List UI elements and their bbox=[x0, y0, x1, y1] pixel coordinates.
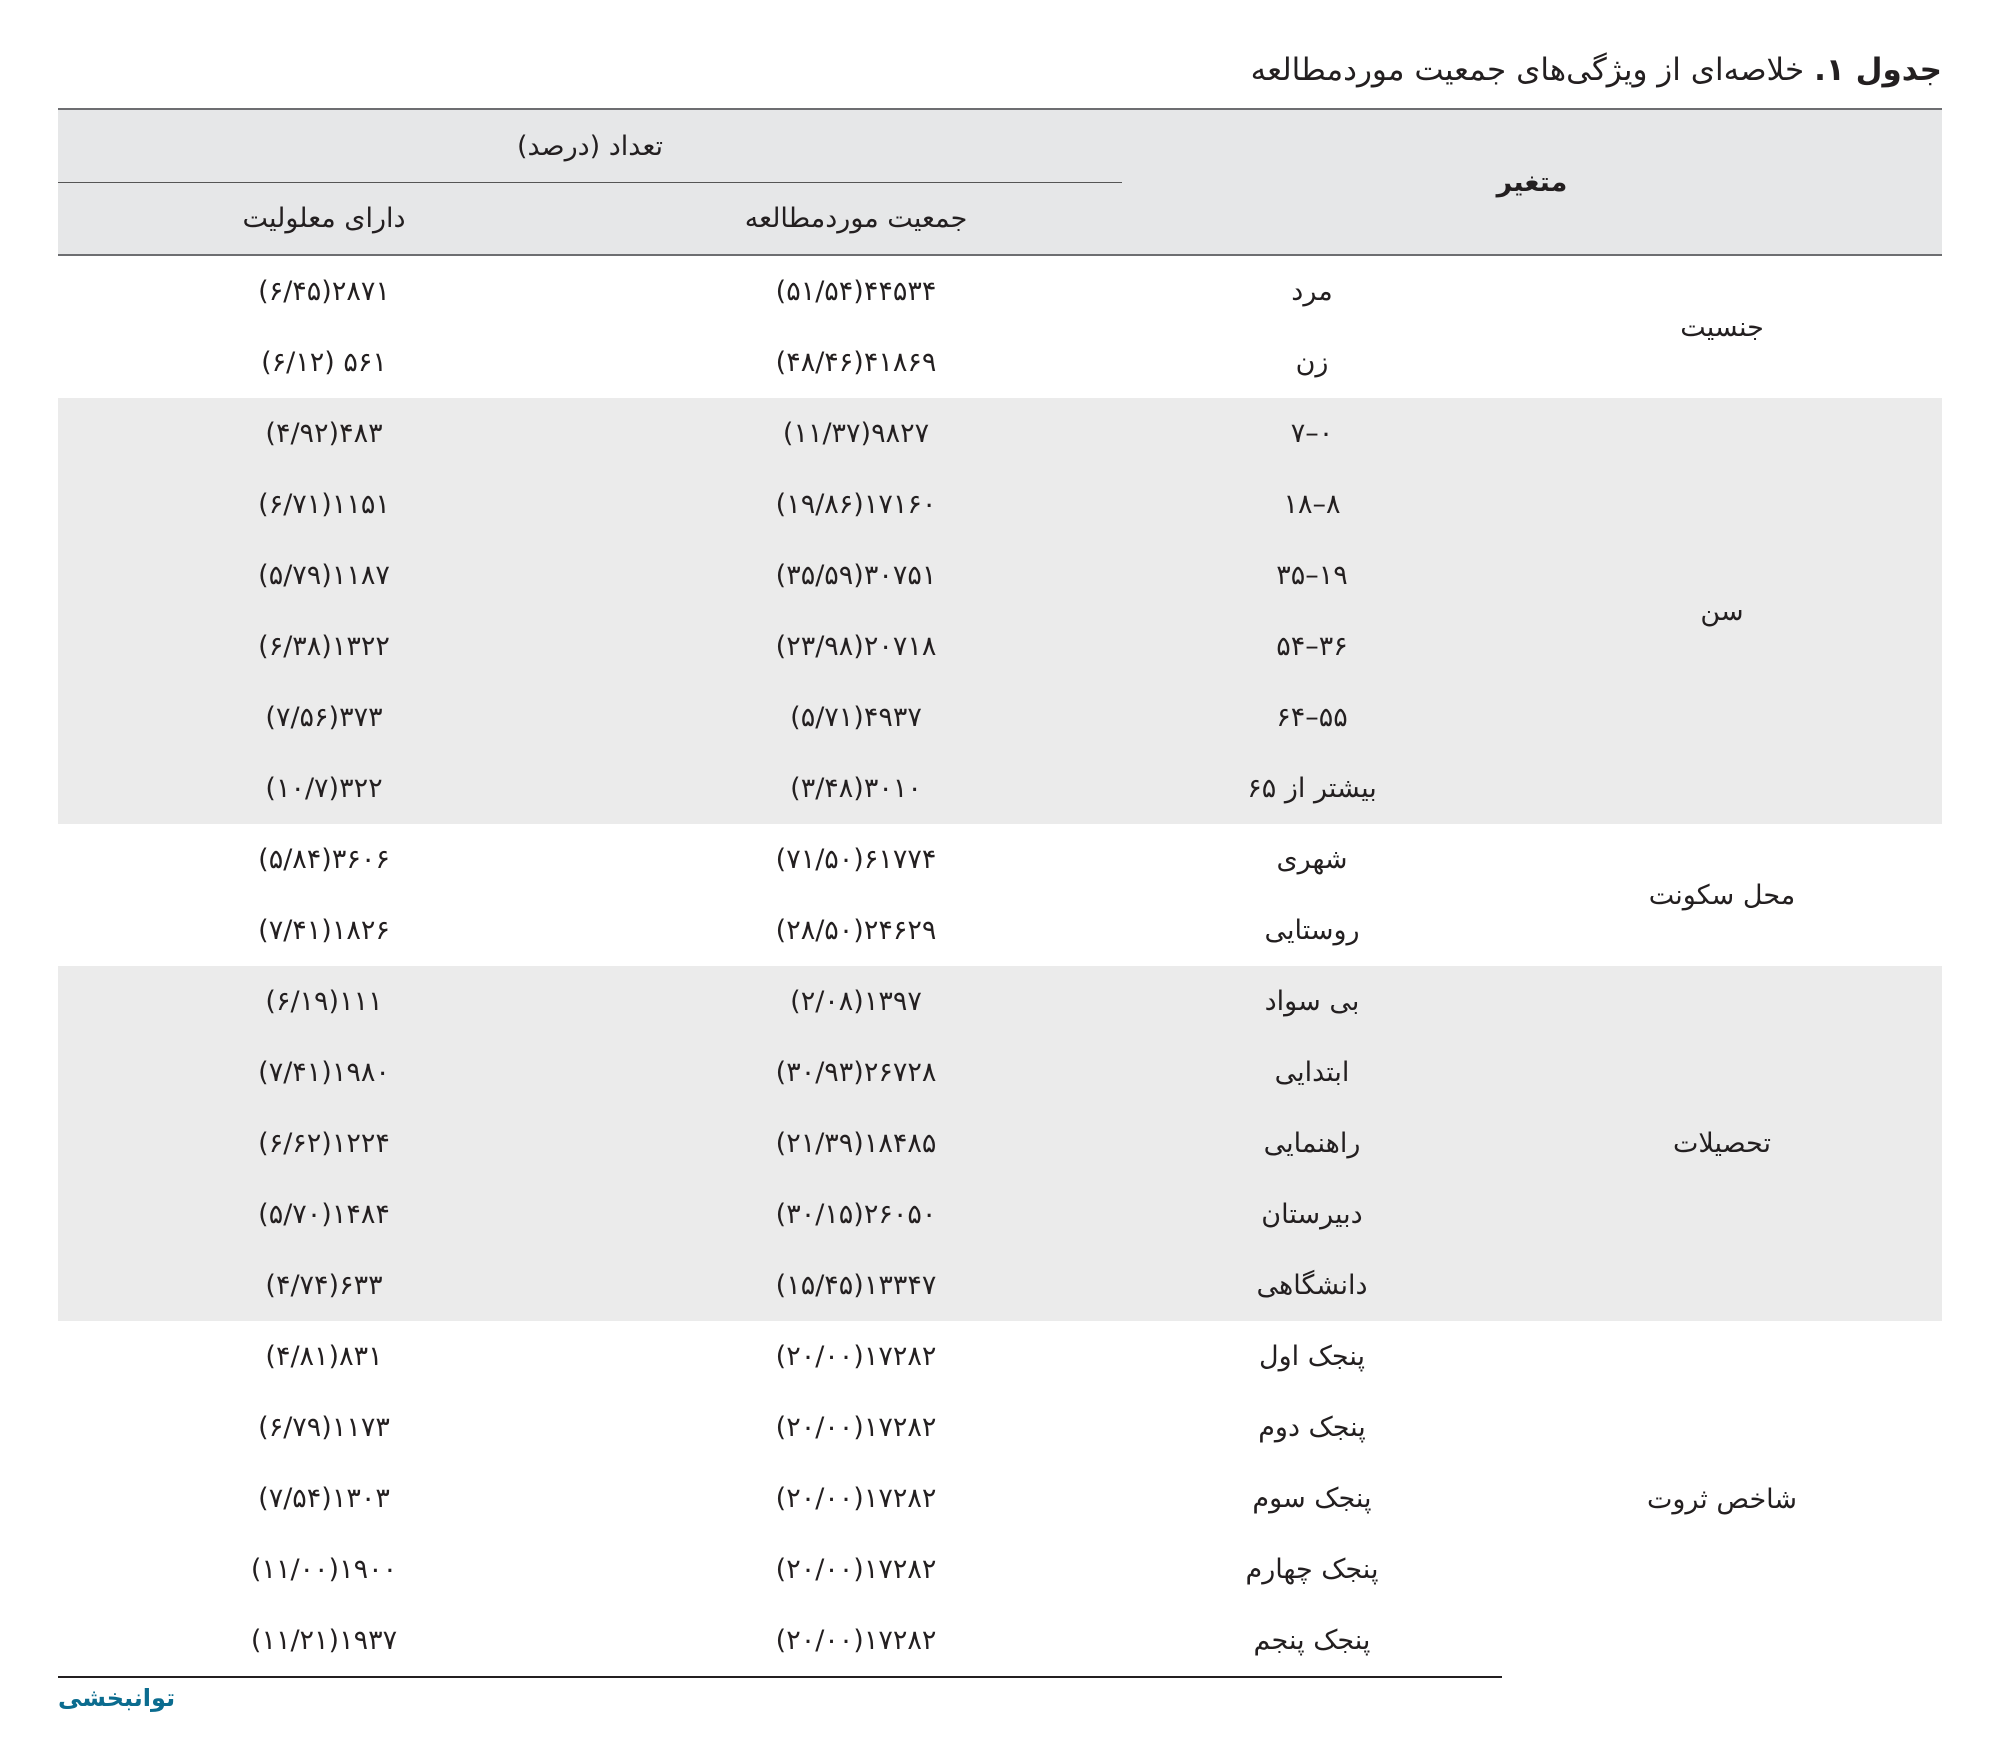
category-cell: ۳۶–۵۴ bbox=[1122, 611, 1502, 682]
table-row bbox=[58, 1321, 1942, 1392]
population-cell: ۲۰۷۱۸(۲۳/۹۸) bbox=[590, 611, 1122, 682]
category-cell: روستایی bbox=[1264, 915, 1360, 946]
category-cell: پنجک سوم bbox=[1252, 1483, 1372, 1514]
publisher-logo: توانبخشی bbox=[58, 1684, 176, 1712]
population-cell: ۳۰۱۰(۳/۴۸) bbox=[590, 753, 1122, 824]
population-cell: ۴۴۵۳۴(۵۱/۵۴) bbox=[775, 276, 937, 307]
table-row bbox=[58, 398, 1942, 469]
table-row bbox=[58, 966, 1942, 1037]
category-cell: ابتدایی bbox=[1122, 1037, 1502, 1108]
table-group bbox=[58, 824, 1942, 966]
category-cell: ۵۵–۶۴ bbox=[1122, 682, 1502, 753]
disabled-cell: ۳۲۲(۱۰/۷) bbox=[58, 753, 590, 824]
group-name: محل سکونت bbox=[1648, 879, 1796, 911]
category-cell: زن bbox=[1295, 347, 1329, 378]
population-cell: ۱۷۲۸۲(۲۰/۰۰) bbox=[775, 1412, 937, 1443]
category-cell: ۸–۱۸ bbox=[1122, 469, 1502, 540]
disabled-cell: ۱۱۷۳(۶/۷۹) bbox=[258, 1412, 390, 1443]
disabled-cell: ۱۱۸۷(۵/۷۹) bbox=[58, 540, 590, 611]
population-cell: ۳۰۷۵۱(۳۵/۵۹) bbox=[590, 540, 1122, 611]
disabled-cell: ۳۷۳(۷/۵۶) bbox=[58, 682, 590, 753]
disabled-cell: ۴۸۳(۴/۹۲) bbox=[58, 398, 590, 469]
population-cell: ۱۸۴۸۵(۲۱/۳۹) bbox=[590, 1108, 1122, 1179]
population-cell: ۴۹۳۷(۵/۷۱) bbox=[590, 682, 1122, 753]
category-cell: پنجک اول bbox=[1259, 1341, 1365, 1372]
disabled-cell: ۱۳۲۲(۶/۳۸) bbox=[58, 611, 590, 682]
disabled-cell: ۵۶۱ (۶/۱۲) bbox=[261, 347, 387, 378]
category-cell: دبیرستان bbox=[1122, 1179, 1502, 1250]
table-row bbox=[58, 824, 1942, 895]
category-cell: ۰–۷ bbox=[1122, 398, 1502, 469]
table-caption bbox=[58, 46, 1942, 94]
group-name: تحصیلات bbox=[1502, 966, 1942, 1321]
category-cell: بی سواد bbox=[1122, 966, 1502, 1037]
category-cell: دانشگاهی bbox=[1122, 1250, 1502, 1321]
population-cell: ۴۱۸۶۹(۴۸/۴۶) bbox=[775, 347, 937, 378]
disabled-cell: ۱۱۱(۶/۱۹) bbox=[58, 966, 590, 1037]
population-cell: ۶۱۷۷۴(۷۱/۵۰) bbox=[775, 844, 937, 875]
category-cell: پنجک پنجم bbox=[1122, 1605, 1502, 1677]
population-cell: ۱۳۳۴۷(۱۵/۴۵) bbox=[590, 1250, 1122, 1321]
disabled-cell: ۲۸۷۱(۶/۴۵) bbox=[258, 276, 390, 307]
summary-table bbox=[58, 108, 1942, 1678]
group-name: جنسیت bbox=[1680, 311, 1764, 343]
population-cell: ۱۷۲۸۲(۲۰/۰۰) bbox=[775, 1554, 937, 1585]
disabled-cell: ۱۹۸۰(۷/۴۱) bbox=[58, 1037, 590, 1108]
disabled-cell: ۱۱۵۱(۶/۷۱) bbox=[58, 469, 590, 540]
disabled-cell: ۱۴۸۴(۵/۷۰) bbox=[58, 1179, 590, 1250]
population-cell: ۲۴۶۲۹(۲۸/۵۰) bbox=[775, 915, 937, 946]
table-group bbox=[58, 255, 1942, 398]
table-group bbox=[58, 966, 1942, 1321]
disabled-cell: ۱۹۰۰(۱۱/۰۰) bbox=[250, 1554, 398, 1585]
disabled-cell: ۱۹۳۷(۱۱/۲۱) bbox=[58, 1605, 590, 1677]
population-cell: ۱۷۱۶۰(۱۹/۸۶) bbox=[590, 469, 1122, 540]
category-cell: بیشتر از ۶۵ bbox=[1122, 753, 1502, 824]
population-cell: ۱۳۹۷(۲/۰۸) bbox=[590, 966, 1122, 1037]
table-group bbox=[58, 1321, 1942, 1677]
header-population: جمعیت موردمطالعه bbox=[590, 183, 1122, 256]
population-cell: ۱۷۲۸۲(۲۰/۰۰) bbox=[775, 1483, 937, 1514]
population-cell: ۲۶۷۲۸(۳۰/۹۳) bbox=[590, 1037, 1122, 1108]
table-caption-text: خلاصه‌ای از ویژگی‌های جمعیت موردمطالعه bbox=[1250, 52, 1805, 88]
disabled-cell: ۱۲۲۴(۶/۶۲) bbox=[58, 1108, 590, 1179]
population-cell: ۹۸۲۷(۱۱/۳۷) bbox=[590, 398, 1122, 469]
category-cell: مرد bbox=[1291, 276, 1333, 307]
header-variable: متغیر bbox=[1122, 109, 1942, 255]
disabled-cell: ۸۳۱(۴/۸۱) bbox=[265, 1341, 383, 1372]
category-cell: راهنمایی bbox=[1122, 1108, 1502, 1179]
group-name: شاخص ثروت bbox=[1646, 1483, 1798, 1515]
category-cell: شهری bbox=[1276, 844, 1348, 875]
table-row bbox=[58, 255, 1942, 327]
header-disabled: دارای معلولیت bbox=[58, 183, 590, 256]
table-header bbox=[58, 109, 1942, 255]
disabled-cell: ۱۳۰۳(۷/۵۴) bbox=[258, 1483, 390, 1514]
category-cell: ۱۹–۳۵ bbox=[1122, 540, 1502, 611]
table-group bbox=[58, 398, 1942, 824]
disabled-cell: ۶۳۳(۴/۷۴) bbox=[58, 1250, 590, 1321]
category-cell: پنجک دوم bbox=[1258, 1412, 1366, 1443]
category-cell: پنجک چهارم bbox=[1245, 1554, 1379, 1585]
disabled-cell: ۳۶۰۶(۵/۸۴) bbox=[258, 844, 390, 875]
population-cell: ۱۷۲۸۲(۲۰/۰۰) bbox=[590, 1605, 1122, 1677]
group-name: سن bbox=[1502, 398, 1942, 824]
population-cell: ۱۷۲۸۲(۲۰/۰۰) bbox=[775, 1341, 937, 1372]
header-count: تعداد (درصد) bbox=[58, 109, 1122, 183]
table-caption-label: جدول ۱. bbox=[1814, 52, 1942, 88]
disabled-cell: ۱۸۲۶(۷/۴۱) bbox=[258, 915, 390, 946]
population-cell: ۲۶۰۵۰(۳۰/۱۵) bbox=[590, 1179, 1122, 1250]
